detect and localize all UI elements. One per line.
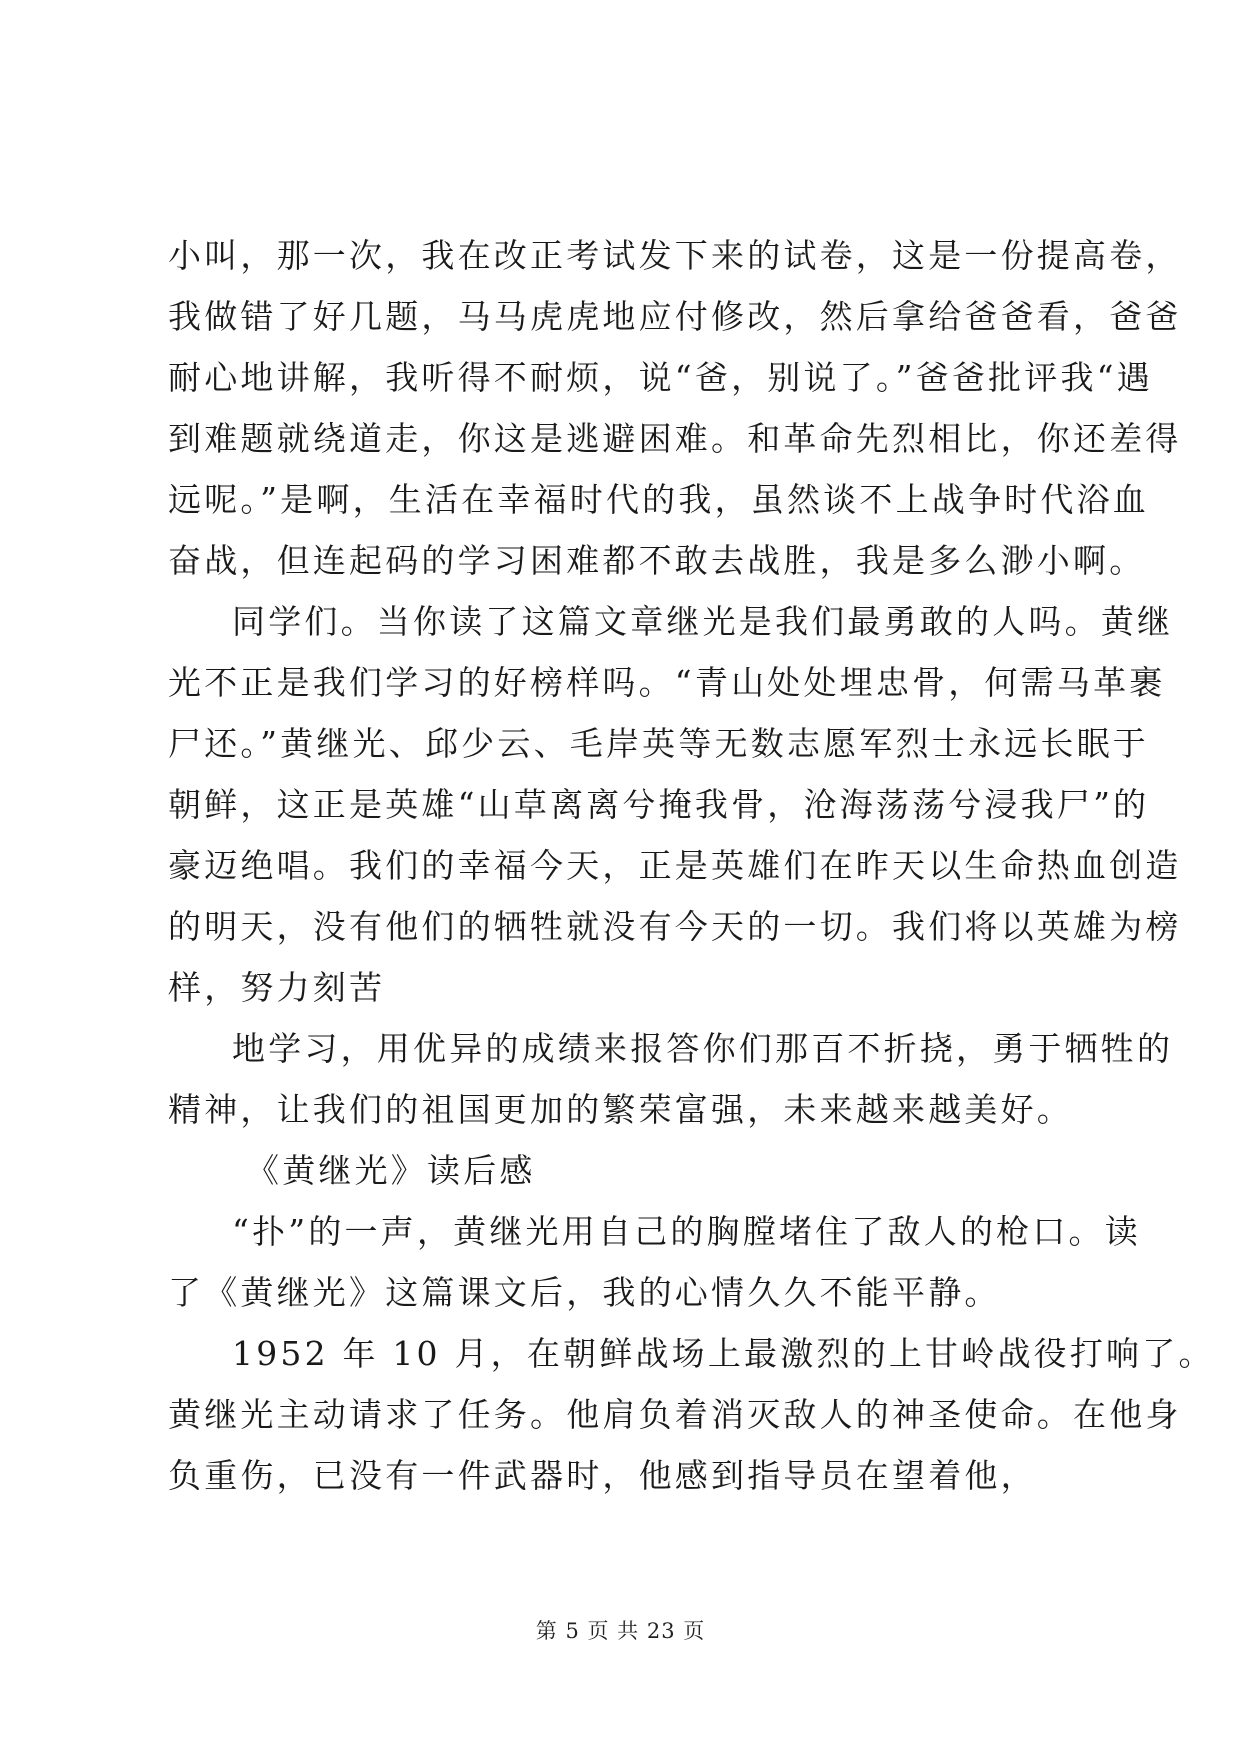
paragraph-start-line: 同学们。当你读了这篇文章继光是我们最勇敢的人吗。黄继 xyxy=(232,602,1174,641)
text-line: 黄继光主动请求了任务。他肩负着消灭敌人的神圣使命。在他身 xyxy=(168,1395,1182,1434)
paragraph-start-line: 1952 年 10 月，在朝鲜战场上最激烈的上甘岭战役打响了。 xyxy=(232,1334,1215,1373)
text-line: 我做错了好几题，马马虎虎地应付修改，然后拿给爸爸看，爸爸 xyxy=(168,297,1182,336)
text-line: 耐心地讲解，我听得不耐烦，说“爸，别说了。”爸爸批评我“遇 xyxy=(168,358,1153,397)
text-line: 到难题就绕道走，你这是逃避困难。和革命先烈相比，你还差得 xyxy=(168,419,1182,458)
text-line: 样，努力刻苦 xyxy=(168,968,386,1007)
text-line: 奋战，但连起码的学习困难都不敢去战胜，我是多么渺小啊。 xyxy=(168,541,1146,580)
text-line: 远呢。”是啊，生活在幸福时代的我，虽然谈不上战争时代浴血 xyxy=(168,480,1149,519)
section-heading: 《黄继光》读后感 xyxy=(246,1151,536,1190)
text-line: 小叫，那一次，我在改正考试发下来的试卷，这是一份提高卷， xyxy=(168,236,1182,275)
text-line: 精神，让我们的祖国更加的繁荣富强，未来越来越美好。 xyxy=(168,1090,1073,1129)
text-line: 负重伤，已没有一件武器时，他感到指导员在望着他， xyxy=(168,1456,1037,1495)
paragraph-start-line: “扑”的一声，黄继光用自己的胸膛堵住了敌人的枪口。读 xyxy=(232,1212,1141,1251)
paragraph-start-line: 地学习，用优异的成绩来报答你们那百不折挠，勇于牺牲的 xyxy=(232,1029,1174,1068)
page-footer: 第 5 页 共 23 页 xyxy=(535,1619,706,1643)
text-line: 朝鲜，这正是英雄“山草离离兮掩我骨，沧海荡荡兮浸我尸”的 xyxy=(168,785,1150,824)
text-line: 豪迈绝唱。我们的幸福今天，正是英雄们在昨天以生命热血创造 xyxy=(168,846,1182,885)
text-line: 了《黄继光》这篇课文后，我的心情久久不能平静。 xyxy=(168,1273,1001,1312)
text-line: 尸还。”黄继光、邱少云、毛岸英等无数志愿军烈士永远长眠于 xyxy=(168,724,1149,763)
document-body xyxy=(168,225,1215,1506)
text-line: 光不正是我们学习的好榜样吗。“青山处处埋忠骨，何需马革裹 xyxy=(168,663,1166,702)
text-line: 的明天，没有他们的牺牲就没有今天的一切。我们将以英雄为榜 xyxy=(168,907,1182,946)
